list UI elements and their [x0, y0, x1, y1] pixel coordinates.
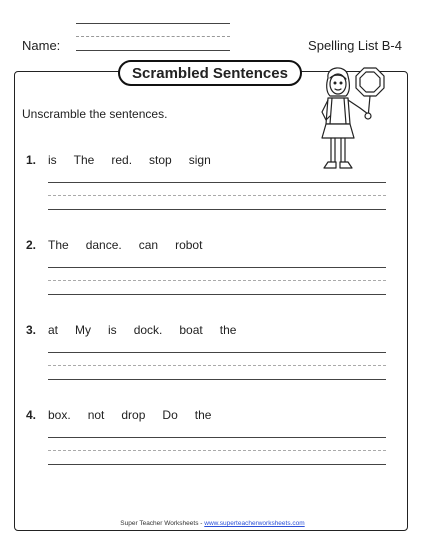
name-bottom-line[interactable]: [76, 50, 230, 51]
scrambled-word: the: [219, 323, 237, 337]
name-block: [22, 20, 242, 56]
scrambled-word: not: [87, 408, 105, 422]
question-1: [22, 153, 392, 213]
name-dash-line: [76, 36, 230, 37]
scrambled-word: drop: [121, 408, 146, 422]
question-number: 3.: [26, 323, 37, 337]
worksheet-title: Scrambled Sentences: [118, 60, 302, 86]
answer-line-mid[interactable]: [48, 195, 386, 196]
scrambled-word: sign: [188, 153, 211, 167]
answer-line-bottom[interactable]: [48, 464, 386, 465]
answer-line-top[interactable]: [48, 267, 386, 268]
instructions: Unscramble the sentences.: [22, 107, 168, 121]
scrambled-word: The: [48, 238, 69, 252]
scrambled-word: box.: [48, 408, 71, 422]
scrambled-word: dance.: [85, 238, 122, 252]
scrambled-word: can: [138, 238, 159, 252]
scrambled-word: is: [48, 153, 57, 167]
scrambled-word: is: [108, 323, 117, 337]
answer-line-mid[interactable]: [48, 280, 386, 281]
scrambled-words: [48, 153, 228, 167]
footer-link[interactable]: www.superteacherworksheets.com: [204, 520, 305, 527]
question-number: 4.: [26, 408, 37, 422]
answer-line-top[interactable]: [48, 437, 386, 438]
scrambled-word: robot: [175, 238, 203, 252]
scrambled-words: [48, 408, 228, 422]
scrambled-word: at: [48, 323, 59, 337]
answer-line-bottom[interactable]: [48, 209, 386, 210]
footer: [0, 520, 425, 527]
name-top-line: [76, 23, 230, 24]
answer-line-top[interactable]: [48, 352, 386, 353]
question-3: [22, 323, 392, 383]
question-number: 2.: [26, 238, 37, 252]
scrambled-words: [48, 238, 219, 252]
answer-line-bottom[interactable]: [48, 379, 386, 380]
scrambled-word: stop: [149, 153, 172, 167]
question-4: [22, 408, 392, 468]
name-label: Name:: [22, 38, 61, 53]
scrambled-word: boat: [179, 323, 203, 337]
answer-line-mid[interactable]: [48, 365, 386, 366]
scrambled-word: The: [73, 153, 95, 167]
scrambled-word: Do: [162, 408, 178, 422]
spelling-list-title: Spelling List B-4: [308, 38, 402, 53]
scrambled-words: [48, 323, 253, 337]
footer-text: Super Teacher Worksheets -: [120, 520, 203, 527]
answer-line-bottom[interactable]: [48, 294, 386, 295]
scrambled-word: red.: [111, 153, 133, 167]
scrambled-word: My: [75, 323, 92, 337]
scrambled-word: the: [194, 408, 212, 422]
question-2: [22, 238, 392, 298]
question-number: 1.: [26, 153, 37, 167]
answer-line-mid[interactable]: [48, 450, 386, 451]
answer-line-top[interactable]: [48, 182, 386, 183]
scrambled-word: dock.: [133, 323, 163, 337]
